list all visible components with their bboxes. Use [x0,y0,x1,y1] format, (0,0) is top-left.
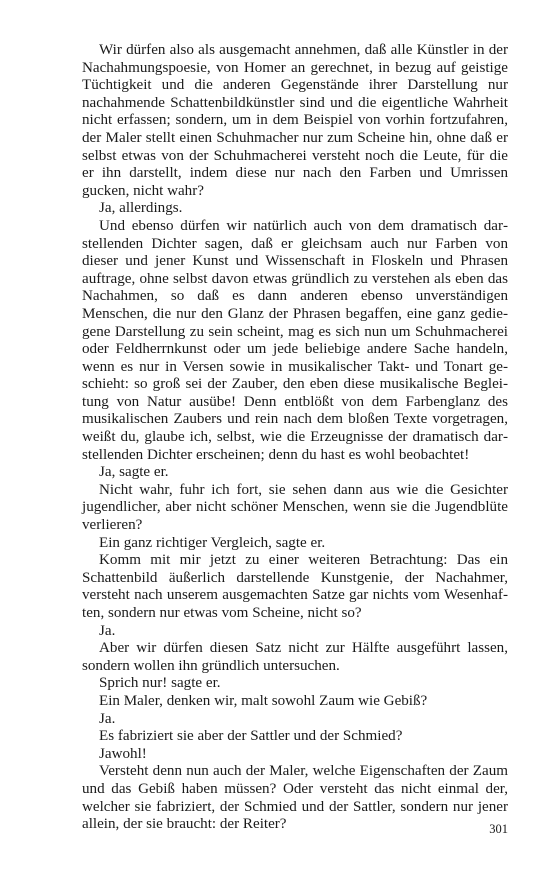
paragraph: Ja. [99,622,116,639]
paragraph: Ja. [99,710,116,727]
paragraph: Jawohl! [99,745,147,762]
paragraph: Es fabriziert sie aber der Sattler und der Schmied? [99,728,403,745]
paragraph: Wir dürfen also als ausgemacht annehmen, daß alle Künstler in der Nachahmungspoesie, von Homer an gerechnet, in bezug auf geistige Tüchtigkeit und die anderen Gegenstände ihrer Darstellung nur nachahmende Schattenbildkünstler sind und die eigentliche Wahrheit nicht erfassen; sondern, um in dem Beispiel von vorhin fortzufahren, der Maler stellt einen Schuhmacher nur zum Scheine hin, ohne daß er selbst etwas von der Schuhmacherei versteht noch die Leute, für die er ihn darstellt, indem diese nur nach den Farben und Umrissen gucken, nicht wahr? [82,42,508,199]
page-number: 301 [489,822,508,836]
paragraph: Aber wir dürfen diesen Satz nicht zur Hälfte ausgeführt lassen, sondern wollen ihn gründlich untersuchen. [82,640,508,674]
paragraph: Komm mit mir jetzt zu einer weiteren Betrachtung: Das ein Schattenbild äußerlich darstellende Kunstgenie, der Nachahmer, versteht nach unserem ausgemachten Satze gar nichts vom Wesenhaften, sondern nur etwas vom Scheine, nicht so? [82,552,508,621]
paragraph: Und ebenso dürfen wir natürlich auch von dem dramatisch darstellenden Dichter sagen, daß er gleichsam auch nur Farben von dieser und jener Kunst und Wissenschaft in Floskeln und Phrasen auftrage, ohne selbst davon etwas gründlich zu verstehen als eben das Nachahmen, so daß es dann anderen ebenso unverständigen Menschen, die nur den Glanz der Phrasen begaffen, eine ganz gediegene Darstellung zu sein scheint, mag es sich nun um Schuhmacherei oder Feldherrnkunst oder um jede beliebige andere Sache handeln, wenn es nur in Versen sowie in musikalischer Takt- und Tonart geschieht: so groß sei der Zauber, den eben diese musikalische Begleitung von Natur ausübe! Denn entblößt von dem Farbenglanz des musikalischen Zaubers und rein nach dem bloßen Texte vorgetragen, weißt du, glaube ich, selbst, wie die Erzeugnisse der dramatisch darstellenden Dichter erscheinen; denn du hast es wohl beobachtet! [82,217,508,463]
paragraph: Ja, allerdings. [99,200,183,217]
paragraph: Versteht denn nun auch der Maler, welche Eigenschaften der Zaum und das Gebiß haben müssen? Oder versteht das nicht einmal der, welcher sie fabriziert, der Schmied und der Sattler, sondern nur jener allein, der sie braucht: der Reiter? [82,763,508,833]
paragraph: Ja, sagte er. [99,464,169,481]
paragraph: Ein ganz richtiger Vergleich, sagte er. [99,534,326,551]
paragraph: Sprich nur! sagte er. [99,675,221,692]
paragraph: Nicht wahr, fuhr ich fort, sie sehen dann aus wie die Gesichter jugendlicher, aber nicht schöner Menschen, wenn sie die Jugendblüte verlieren? [82,481,508,534]
paragraph: Ein Maler, denken wir, malt sowohl Zaum wie Gebiß? [99,692,428,709]
body-text [82,42,508,834]
